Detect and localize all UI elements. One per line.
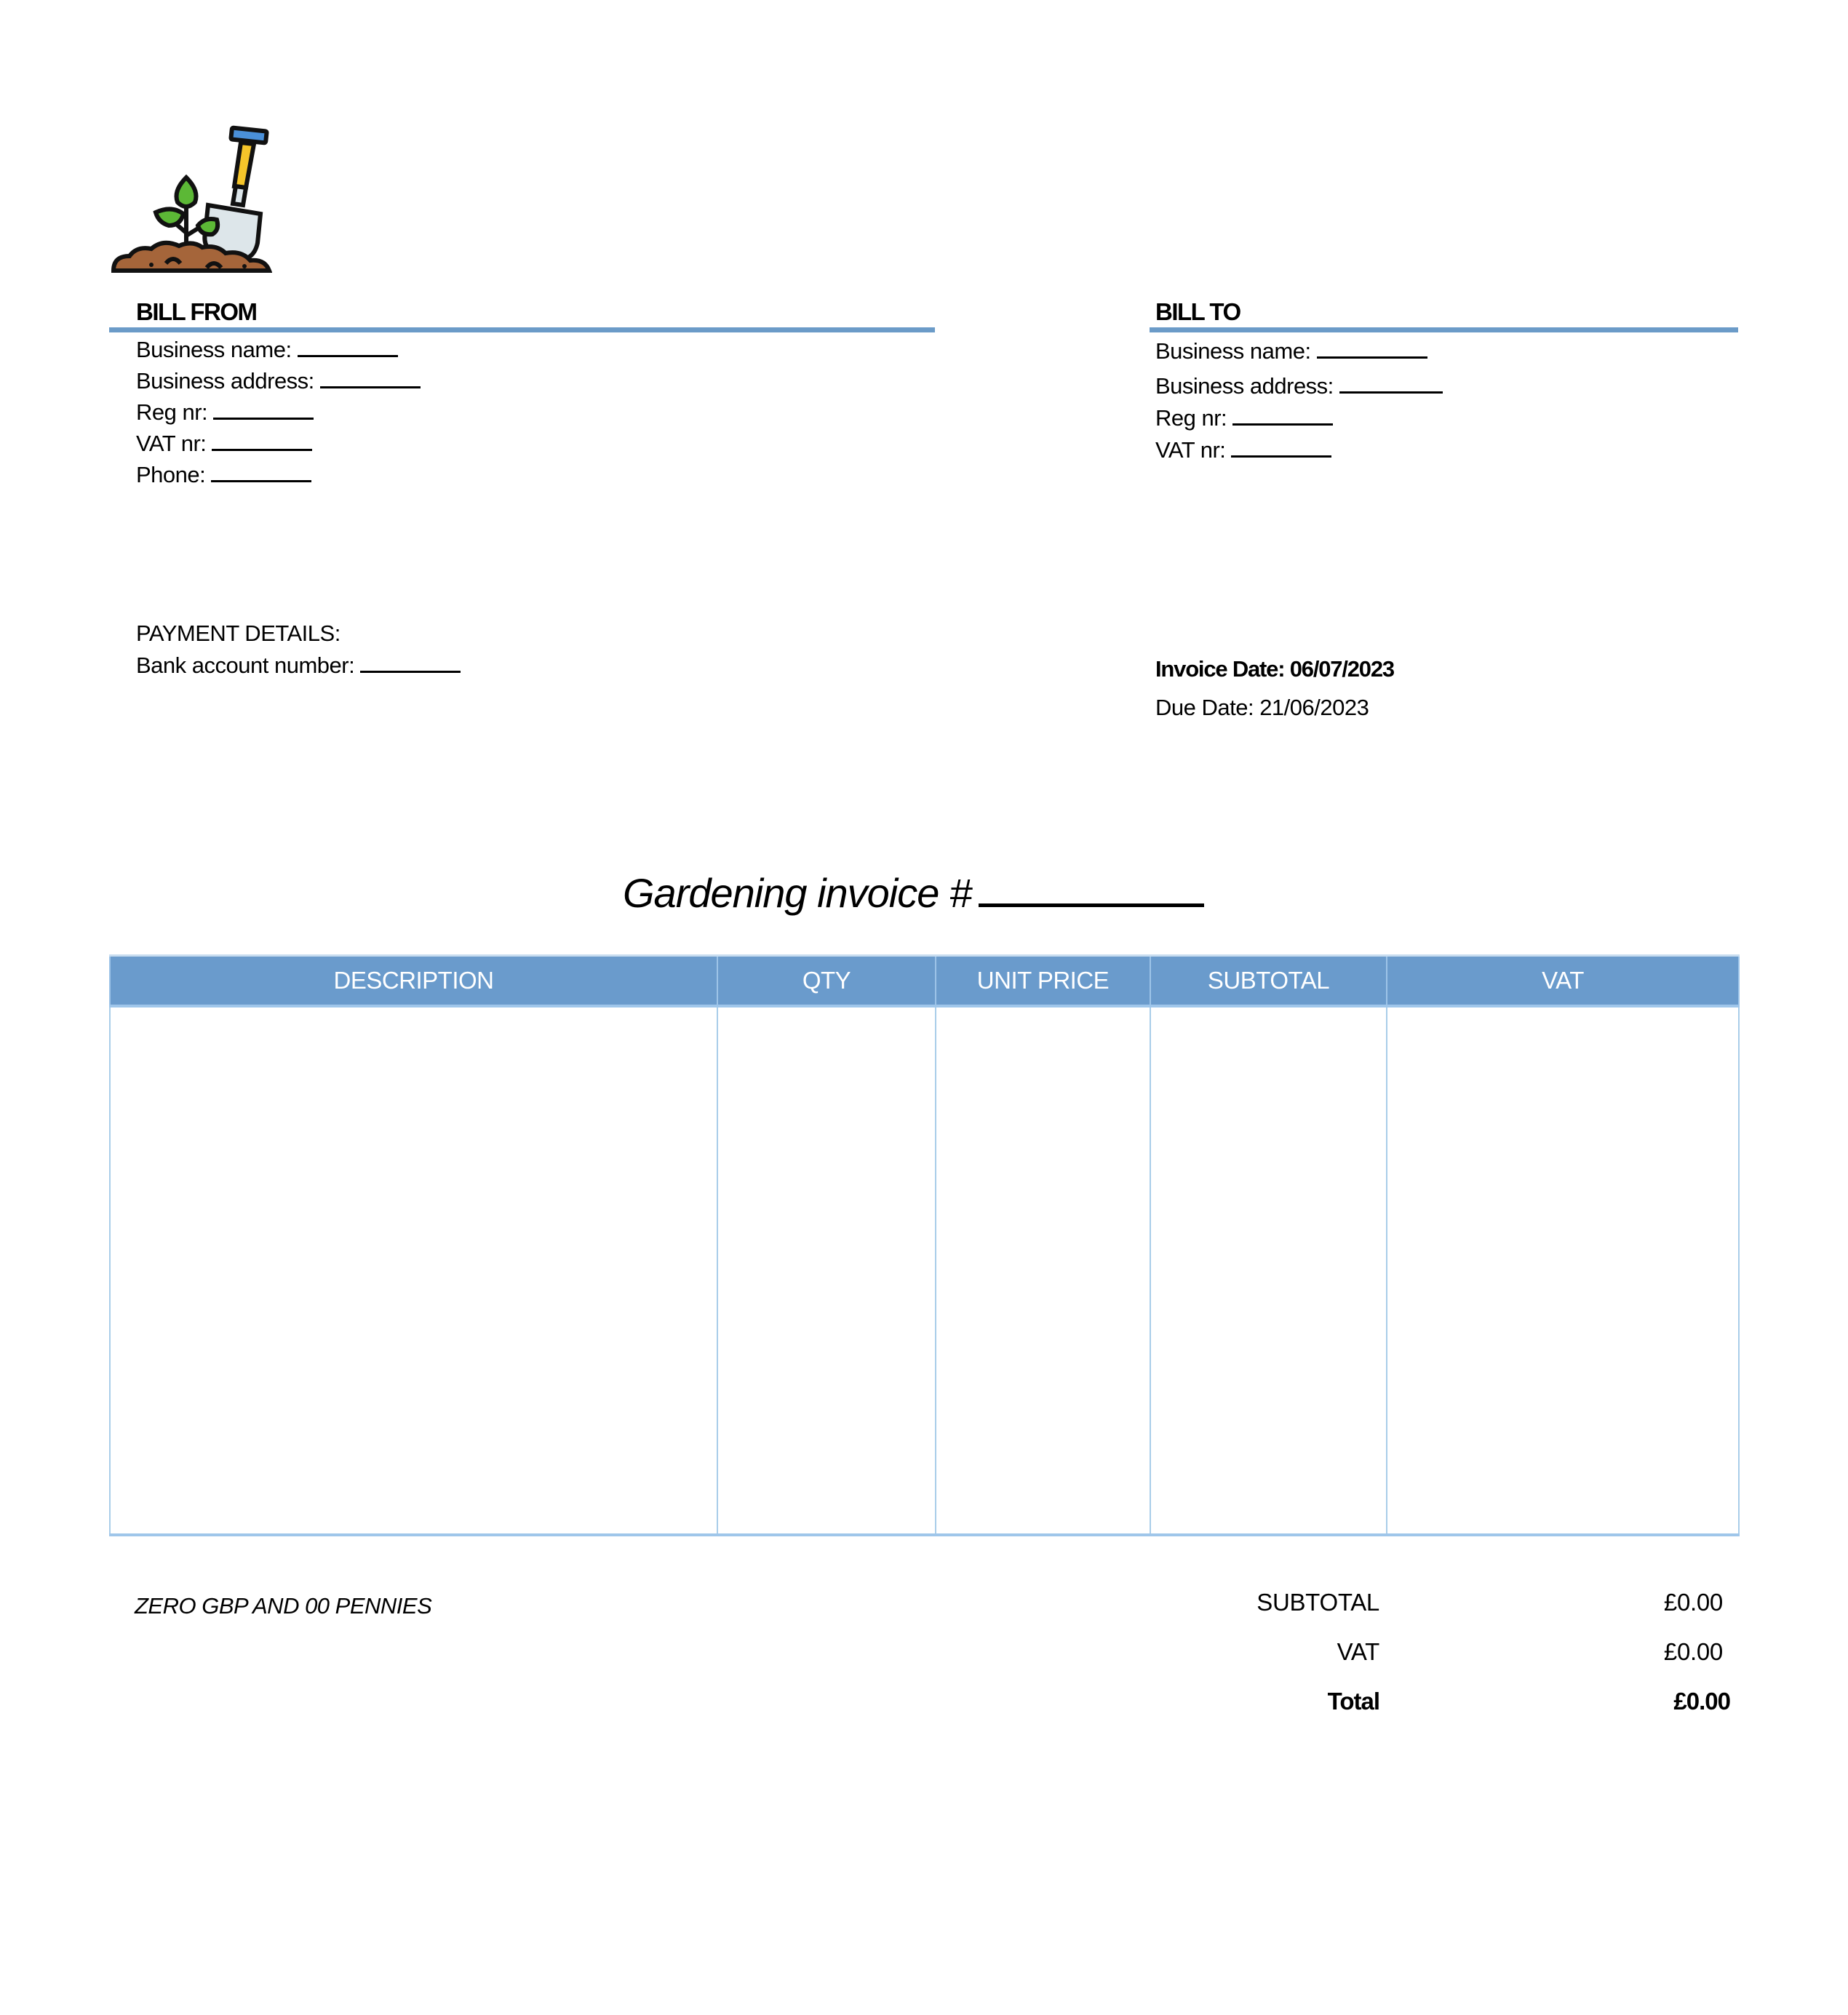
description-cell[interactable] [110,1006,717,1535]
plant-and-shovel-icon [108,125,272,275]
bill-from-heading: BILL FROM [136,298,257,325]
payment-details-heading: PAYMENT DETAILS: [136,621,340,646]
vat-label: VAT [1337,1638,1379,1665]
bill-from-reg-nr: Reg nr: [136,399,314,426]
business-name-blank[interactable] [1317,338,1427,359]
bill-to-heading: BILL TO [1155,298,1240,325]
invoice-number-blank[interactable] [979,874,1204,907]
bill-from-rule [109,327,935,332]
bill-to-rule [1150,327,1738,332]
subtotal-label: SUBTOTAL [1256,1589,1379,1616]
total-value: £0.00 [1673,1688,1730,1715]
business-name-blank[interactable] [298,336,398,357]
vat-cell[interactable] [1387,1006,1739,1535]
logo [108,125,272,275]
bill-from-business-address: Business address: [136,367,421,394]
bill-to-business-address: Business address: [1155,372,1443,399]
items-table [109,954,1740,1536]
amount-in-words: ZERO GBP AND 00 PENNIES [135,1593,432,1619]
qty-cell[interactable] [717,1006,936,1535]
bill-to-reg-nr: Reg nr: [1155,404,1333,431]
unit-price-cell[interactable] [936,1006,1150,1535]
invoice-title: Gardening invoice # [623,869,1204,917]
invoice-date: Invoice Date: 06/07/2023 [1155,656,1394,682]
bill-from-phone: Phone: [136,461,311,488]
column-header-unit-price: UNIT PRICE [936,956,1150,1007]
bank-account-number: Bank account number: [136,652,461,679]
business-address-blank[interactable] [320,367,421,388]
table-row [110,1006,1739,1535]
reg-nr-blank[interactable] [1232,404,1333,426]
reg-nr-blank[interactable] [213,399,314,420]
column-header-subtotal: SUBTOTAL [1150,956,1387,1007]
vat-nr-blank[interactable] [1231,436,1331,458]
bill-to-vat-nr: VAT nr: [1155,436,1331,463]
phone-blank[interactable] [211,461,311,482]
subtotal-value: £0.00 [1663,1589,1723,1616]
column-header-vat: VAT [1387,956,1739,1007]
total-label: Total [1327,1688,1379,1715]
column-header-qty: QTY [717,956,936,1007]
vat-nr-blank[interactable] [212,430,312,451]
table-header-row [110,956,1739,1007]
business-address-blank[interactable] [1339,372,1443,394]
bank-account-blank[interactable] [360,652,461,673]
column-header-description: DESCRIPTION [110,956,717,1007]
bill-to-business-name: Business name: [1155,338,1427,364]
bill-from-vat-nr: VAT nr: [136,430,312,457]
due-date: Due Date: 21/06/2023 [1155,695,1369,720]
vat-value: £0.00 [1663,1638,1723,1665]
subtotal-cell[interactable] [1150,1006,1387,1535]
bill-from-business-name: Business name: [136,336,398,363]
